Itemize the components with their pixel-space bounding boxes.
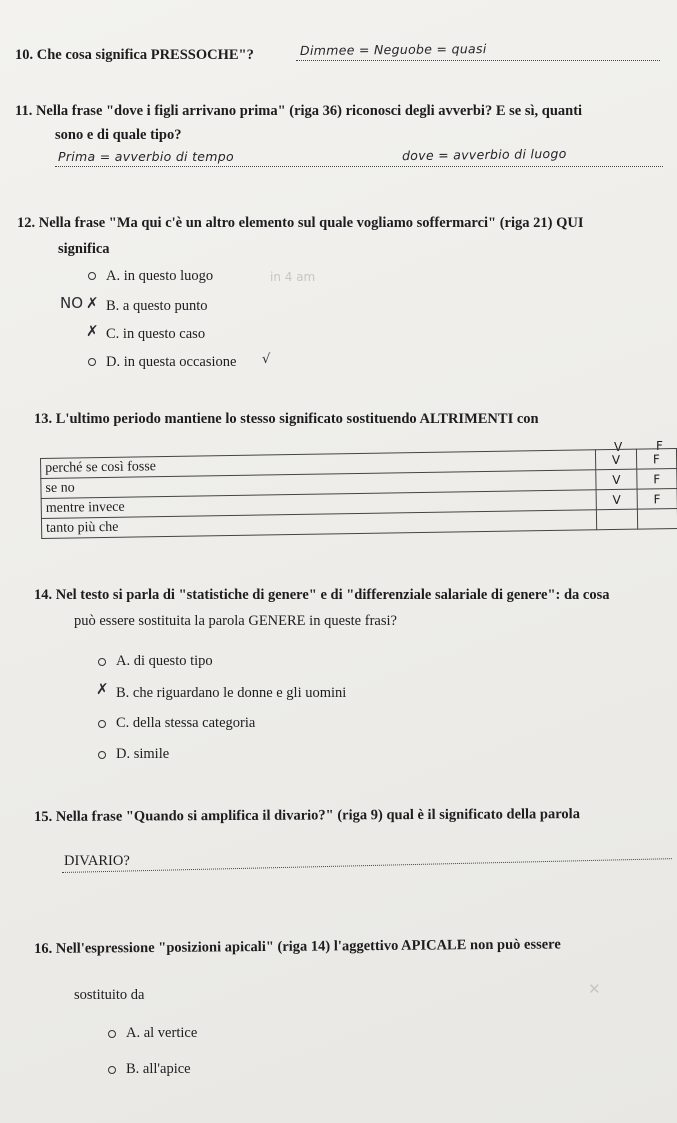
q13-row-v[interactable] — [597, 509, 638, 530]
q13-row-f[interactable]: F — [636, 449, 677, 470]
q11-question-line1: 11. Nella frase "dove i figli arrivano prima" (riga 36) riconosci degli avverbi? E se sì, quanti — [15, 103, 583, 119]
q12-question-line1: 12. Nella frase "Ma qui c'è un altro elemento sul quale vogliamo soffermarci" (riga 21) QUI — [17, 215, 584, 231]
q12-margin-note: NO — [60, 294, 84, 312]
q14-option-c-radio[interactable] — [98, 720, 106, 728]
q14-option-b: B. che riguardano le donne e gli uomini — [116, 685, 347, 701]
q12-option-a-radio[interactable] — [88, 272, 96, 280]
q12-option-c-cross-icon[interactable]: ✗ — [86, 322, 99, 340]
q16-question-line1: 16. Nell'espressione "posizioni apicali" (riga 14) l'aggettivo APICALE non può essere — [34, 936, 561, 957]
q15-question-line2: DIVARIO? — [64, 853, 130, 869]
q12-question-line2: significa — [58, 241, 110, 257]
q16-option-b-radio[interactable] — [108, 1066, 116, 1074]
q13-row-text: se no — [41, 470, 597, 499]
q12-option-b-cross-icon[interactable]: ✗ — [86, 294, 99, 312]
q13-table — [40, 448, 677, 539]
q13-row-f[interactable]: F — [637, 488, 677, 509]
q12-option-d-radio[interactable] — [88, 358, 96, 366]
q14-question-line1: 14. Nel testo si parla di "statistiche di genere" e di "differenziale salariale di genere": da cosa — [34, 587, 610, 603]
q13-question: 13. L'ultimo periodo mantiene lo stesso significato sostituendo ALTRIMENTI con — [34, 411, 539, 427]
q11-handwritten-answer-left: Prima = avverbio di tempo — [58, 149, 234, 164]
q11-question-line2: sono e di quale tipo? — [55, 127, 182, 143]
q16-option-a-radio[interactable] — [108, 1030, 116, 1038]
q15-question-line1: 15. Nella frase "Quando si amplifica il divario?" (riga 9) qual è il significato della parola — [34, 806, 580, 825]
q16-faint-mark: ✕ — [588, 980, 601, 998]
q13-row-v[interactable]: V — [596, 449, 637, 470]
q14-option-d-radio[interactable] — [98, 751, 106, 759]
q16-option-a: A. al vertice — [126, 1025, 198, 1041]
q16-question-line2: sostituito da — [74, 987, 145, 1003]
q12-option-c: C. in questo caso — [106, 326, 206, 342]
q14-option-b-cross-icon[interactable]: ✗ — [96, 680, 109, 698]
q10-question: 10. Che cosa significa PRESSOCHE"? — [15, 47, 254, 63]
q13-row-v[interactable]: V — [596, 489, 637, 510]
q12-option-d-check-icon: √ — [262, 352, 271, 367]
q14-option-a-radio[interactable] — [98, 658, 106, 666]
q12-option-a: A. in questo luogo — [106, 268, 214, 284]
q14-option-a: A. di questo tipo — [116, 653, 213, 669]
q13-row-text: perché se così fosse — [41, 450, 597, 479]
q13-header-v: V — [614, 440, 623, 454]
q13-row-text: mentre invece — [41, 490, 597, 519]
q14-question-line2: può essere sostituita la parola GENERE in queste frasi? — [74, 613, 397, 629]
q13-header-f: F — [656, 439, 663, 453]
q13-row-v[interactable]: V — [596, 469, 637, 490]
q14-option-d: D. simile — [116, 746, 170, 762]
q12-faint-note: in 4 am — [270, 270, 316, 284]
q10-answer-line — [296, 60, 660, 61]
q15-answer-line[interactable] — [62, 858, 672, 873]
q12-option-d: D. in questa occasione — [106, 354, 237, 370]
q13-row-text: tanto più che — [41, 510, 597, 539]
q11-handwritten-answer-right: dove = avverbio di luogo — [401, 145, 567, 164]
q13-row-f[interactable] — [637, 508, 677, 529]
q12-option-b: B. a questo punto — [106, 298, 208, 314]
q16-option-b: B. all'apice — [126, 1061, 191, 1077]
q10-handwritten-answer: Dimmee = Neguobe = quasi — [299, 41, 487, 58]
q11-answer-line — [55, 166, 663, 167]
q14-option-c: C. della stessa categoria — [116, 715, 256, 731]
q13-row-f[interactable]: F — [636, 468, 677, 489]
